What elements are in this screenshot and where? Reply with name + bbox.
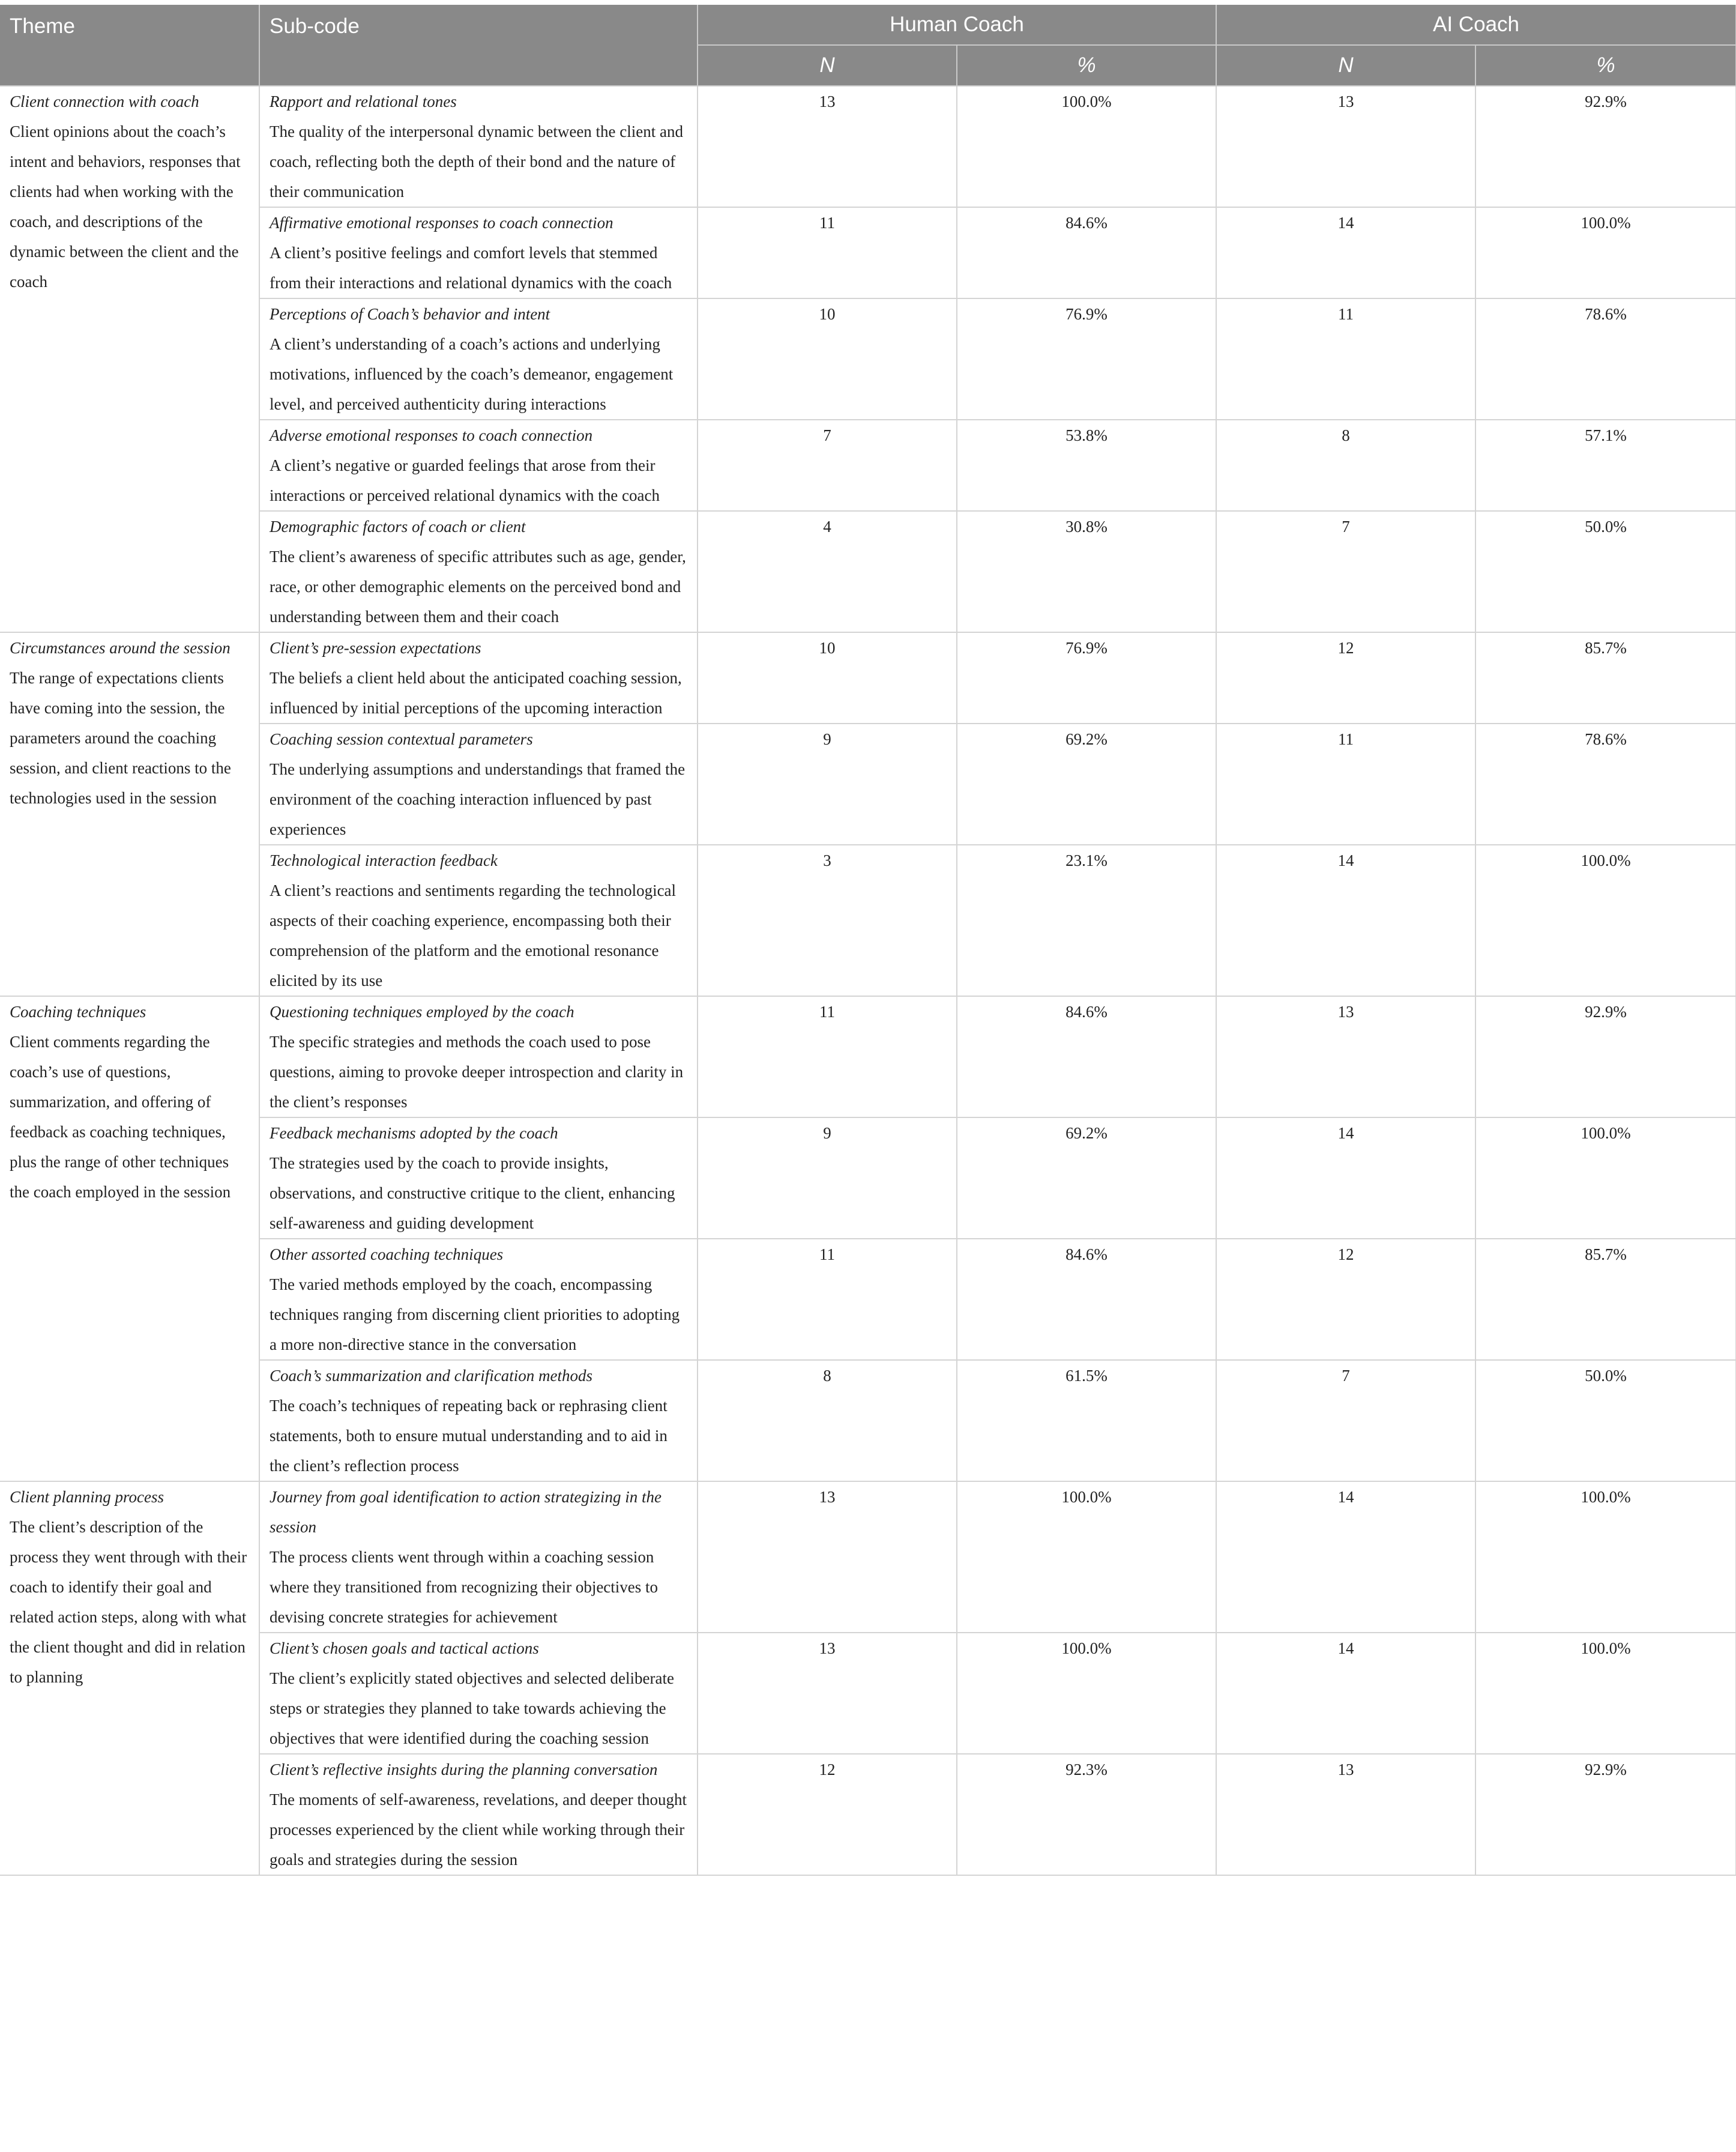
human-pct-cell: 30.8% (957, 511, 1216, 632)
human-n-cell: 11 (698, 207, 957, 298)
subcode-cell (259, 724, 698, 845)
subcode-description: A client’s reactions and sentiments regarding the technological aspects of their coaching experience, encompassing both their comprehension of the platform and the emotional resonance elicited by its use (270, 881, 677, 990)
human-pct-cell: 23.1% (957, 845, 1216, 996)
ai-pct-cell: 50.0% (1475, 1360, 1736, 1481)
header-human-n: N (698, 45, 957, 86)
subcode-title: Perceptions of Coach’s behavior and intent (270, 305, 550, 323)
ai-n-cell: 13 (1216, 86, 1475, 207)
header-ai-pct: % (1475, 45, 1736, 86)
theme-cell (0, 996, 259, 1481)
ai-n-cell: 12 (1216, 632, 1475, 724)
table-row (0, 996, 1736, 1117)
table-row (0, 1239, 1736, 1360)
ai-n-cell: 8 (1216, 420, 1475, 511)
theme-cell (0, 1481, 259, 1875)
ai-n-cell: 13 (1216, 996, 1475, 1117)
table-header (0, 5, 1736, 86)
human-pct-cell: 84.6% (957, 996, 1216, 1117)
ai-pct-cell: 100.0% (1475, 1481, 1736, 1633)
human-n-cell: 7 (698, 420, 957, 511)
table-row (0, 86, 1736, 207)
ai-n-cell: 14 (1216, 207, 1475, 298)
header-subcode: Sub-code (259, 5, 698, 86)
human-n-cell: 13 (698, 86, 957, 207)
ai-pct-cell: 92.9% (1475, 1754, 1736, 1875)
human-pct-cell: 84.6% (957, 1239, 1216, 1360)
ai-n-cell: 13 (1216, 1754, 1475, 1875)
ai-pct-cell: 92.9% (1475, 996, 1736, 1117)
subcode-title: Client’s chosen goals and tactical actions (270, 1639, 539, 1657)
human-n-cell: 12 (698, 1754, 957, 1875)
ai-pct-cell: 78.6% (1475, 298, 1736, 420)
human-pct-cell: 100.0% (957, 1481, 1216, 1633)
ai-pct-cell: 100.0% (1475, 1633, 1736, 1754)
human-n-cell: 13 (698, 1633, 957, 1754)
subcode-description: The client’s explicitly stated objectives and selected deliberate steps or strategies they planned to take towards achieving the objectives that were identified during the coaching session (270, 1669, 674, 1747)
ai-pct-cell: 100.0% (1475, 1117, 1736, 1239)
human-n-cell: 9 (698, 724, 957, 845)
subcode-title: Adverse emotional responses to coach connection (270, 426, 593, 444)
subcode-description: A client’s negative or guarded feelings that arose from their interactions or perceived relational dynamics with the coach (270, 456, 660, 504)
ai-pct-cell: 50.0% (1475, 511, 1736, 632)
human-pct-cell: 76.9% (957, 298, 1216, 420)
subcode-cell (259, 207, 698, 298)
human-n-cell: 9 (698, 1117, 957, 1239)
table-row (0, 1633, 1736, 1754)
human-pct-cell: 53.8% (957, 420, 1216, 511)
human-n-cell: 11 (698, 996, 957, 1117)
table-row (0, 298, 1736, 420)
subcode-cell (259, 632, 698, 724)
theme-description: The client’s description of the process they went through with their coach to identify their goal and related action steps, along with what the client thought and did in relation to planning (10, 1518, 247, 1686)
ai-n-cell: 14 (1216, 845, 1475, 996)
theme-description: Client opinions about the coach’s intent and behaviors, responses that clients had when working with the coach, and descriptions of the dynamic between the client and the coach (10, 122, 241, 291)
table-row (0, 1754, 1736, 1875)
table-row (0, 1481, 1736, 1633)
subcode-title: Rapport and relational tones (270, 92, 457, 110)
subcode-description: A client’s understanding of a coach’s actions and underlying motivations, influenced by the coach’s demeanor, engagement level, and perceived authenticity during interactions (270, 335, 674, 413)
ai-n-cell: 7 (1216, 511, 1475, 632)
subcode-cell (259, 1117, 698, 1239)
ai-pct-cell: 100.0% (1475, 845, 1736, 996)
subcode-title: Technological interaction feedback (270, 851, 498, 869)
ai-pct-cell: 85.7% (1475, 632, 1736, 724)
human-pct-cell: 61.5% (957, 1360, 1216, 1481)
header-theme: Theme (0, 5, 259, 86)
header-human-pct: % (957, 45, 1216, 86)
ai-n-cell: 7 (1216, 1360, 1475, 1481)
theme-cell (0, 632, 259, 996)
table-row (0, 724, 1736, 845)
subcode-description: A client’s positive feelings and comfort levels that stemmed from their interactions and relational dynamics with the coach (270, 244, 672, 292)
table-container (0, 5, 1736, 1876)
ai-pct-cell: 100.0% (1475, 207, 1736, 298)
ai-n-cell: 11 (1216, 724, 1475, 845)
subcode-description: The client’s awareness of specific attributes such as age, gender, race, or other demographic elements on the perceived bond and understanding between them and their coach (270, 548, 686, 626)
subcode-cell (259, 1754, 698, 1875)
human-n-cell: 4 (698, 511, 957, 632)
subcode-description: The strategies used by the coach to provide insights, observations, and constructive critique to the client, enhancing self-awareness and guiding development (270, 1154, 675, 1232)
ai-n-cell: 14 (1216, 1117, 1475, 1239)
theme-title: Coaching techniques (10, 1003, 146, 1021)
table-row (0, 420, 1736, 511)
human-n-cell: 10 (698, 298, 957, 420)
subcode-title: Coach’s summarization and clarification methods (270, 1367, 593, 1385)
subcode-description: The beliefs a client held about the anticipated coaching session, influenced by initial perceptions of the upcoming interaction (270, 669, 682, 717)
subcode-description: The moments of self-awareness, revelations, and deeper thought processes experienced by the client while working through their goals and strategies during the session (270, 1791, 687, 1869)
human-pct-cell: 92.3% (957, 1754, 1216, 1875)
theme-title: Circumstances around the session (10, 639, 231, 657)
subcode-title: Demographic factors of coach or client (270, 518, 526, 536)
subcode-cell (259, 1481, 698, 1633)
human-pct-cell: 100.0% (957, 86, 1216, 207)
ai-pct-cell: 78.6% (1475, 724, 1736, 845)
subcode-title: Journey from goal identification to action strategizing in the session (270, 1488, 662, 1536)
subcode-title: Client’s pre-session expectations (270, 639, 481, 657)
subcode-description: The varied methods employed by the coach, encompassing techniques ranging from discerning client priorities to adopting a more non-directive stance in the conversation (270, 1275, 680, 1353)
theme-description: The range of expectations clients have coming into the session, the parameters around the coaching session, and client reactions to the technologies used in the session (10, 669, 231, 807)
table-row (0, 845, 1736, 996)
subcode-description: The specific strategies and methods the coach used to pose questions, aiming to provoke deeper introspection and clarity in the client’s responses (270, 1033, 684, 1111)
ai-n-cell: 14 (1216, 1633, 1475, 1754)
subcode-cell (259, 1633, 698, 1754)
header-ai-coach: AI Coach (1216, 5, 1736, 45)
subcode-title: Client’s reflective insights during the planning conversation (270, 1761, 658, 1779)
subcode-description: The underlying assumptions and understandings that framed the environment of the coaching interaction influenced by past experiences (270, 760, 686, 838)
human-pct-cell: 69.2% (957, 724, 1216, 845)
subcode-cell (259, 1239, 698, 1360)
themes-table (0, 5, 1736, 1876)
ai-pct-cell: 92.9% (1475, 86, 1736, 207)
subcode-cell (259, 845, 698, 996)
subcode-cell (259, 420, 698, 511)
ai-n-cell: 14 (1216, 1481, 1475, 1633)
subcode-title: Feedback mechanisms adopted by the coach (270, 1124, 558, 1142)
table-row (0, 1117, 1736, 1239)
human-n-cell: 13 (698, 1481, 957, 1633)
subcode-description: The quality of the interpersonal dynamic between the client and coach, reflecting both the depth of their bond and the nature of their communication (270, 122, 684, 201)
ai-pct-cell: 85.7% (1475, 1239, 1736, 1360)
theme-cell (0, 86, 259, 632)
subcode-cell (259, 298, 698, 420)
ai-n-cell: 12 (1216, 1239, 1475, 1360)
human-pct-cell: 100.0% (957, 1633, 1216, 1754)
header-human-coach: Human Coach (698, 5, 1216, 45)
theme-title: Client connection with coach (10, 92, 199, 110)
subcode-title: Coaching session contextual parameters (270, 730, 533, 748)
theme-description: Client comments regarding the coach’s use of questions, summarization, and offering of feedback as coaching techniques, plus the range of other techniques the coach employed in the session (10, 1033, 231, 1201)
human-n-cell: 11 (698, 1239, 957, 1360)
human-pct-cell: 69.2% (957, 1117, 1216, 1239)
subcode-description: The process clients went through within a coaching session where they transitioned from recognizing their objectives to devising concrete strategies for achievement (270, 1548, 659, 1626)
table-row (0, 632, 1736, 724)
subcode-title: Affirmative emotional responses to coach connection (270, 214, 613, 232)
subcode-cell (259, 86, 698, 207)
subcode-cell (259, 996, 698, 1117)
subcode-description: The coach’s techniques of repeating back or rephrasing client statements, both to ensure mutual understanding and to aid in the client’s reflection process (270, 1397, 668, 1475)
header-ai-n: N (1216, 45, 1475, 86)
subcode-cell (259, 511, 698, 632)
ai-pct-cell: 57.1% (1475, 420, 1736, 511)
table-row (0, 1360, 1736, 1481)
subcode-title: Other assorted coaching techniques (270, 1245, 504, 1263)
theme-title: Client planning process (10, 1488, 164, 1506)
table-row (0, 511, 1736, 632)
subcode-title: Questioning techniques employed by the coach (270, 1003, 574, 1021)
subcode-cell (259, 1360, 698, 1481)
human-n-cell: 3 (698, 845, 957, 996)
table-row (0, 207, 1736, 298)
ai-n-cell: 11 (1216, 298, 1475, 420)
human-pct-cell: 76.9% (957, 632, 1216, 724)
human-n-cell: 10 (698, 632, 957, 724)
table-body (0, 86, 1736, 1875)
human-pct-cell: 84.6% (957, 207, 1216, 298)
human-n-cell: 8 (698, 1360, 957, 1481)
